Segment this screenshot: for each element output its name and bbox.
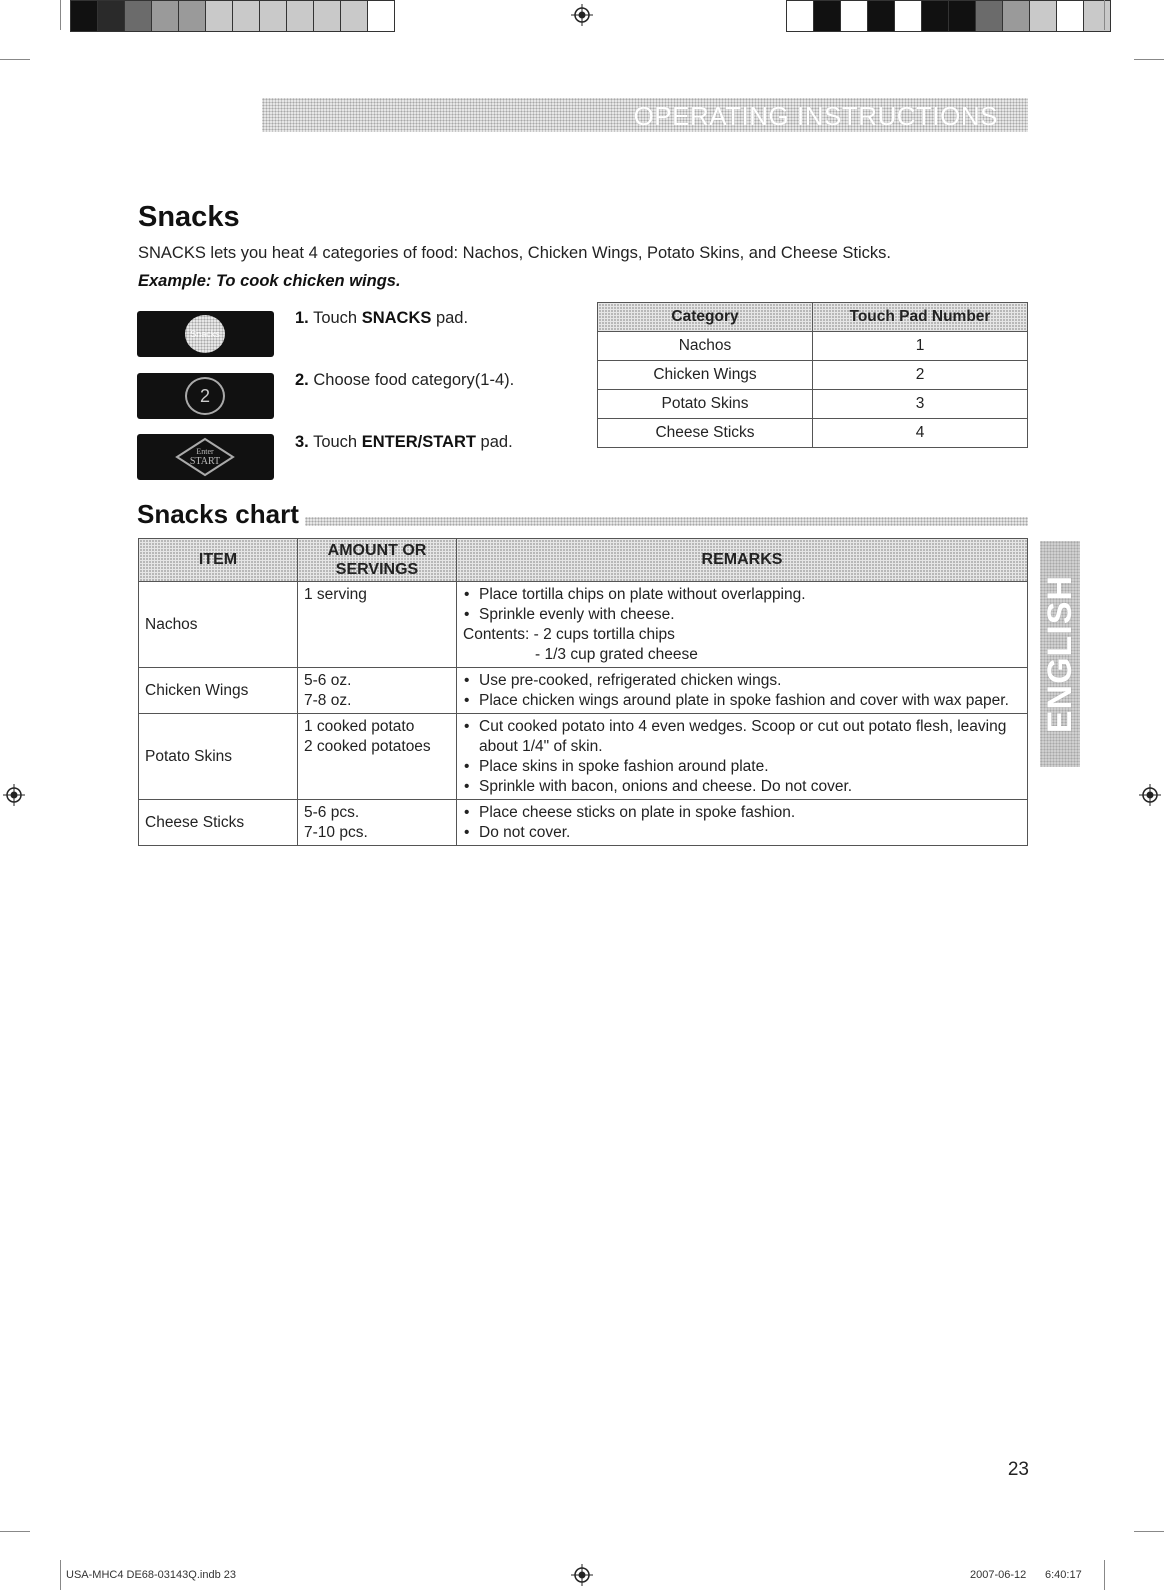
amount-cell [298, 800, 457, 846]
registration-target-icon [571, 4, 593, 26]
crop-mark [0, 59, 30, 60]
registration-target-icon [1139, 784, 1161, 806]
remark-item: • Do not cover. [463, 823, 1021, 843]
table-row [139, 714, 1028, 800]
step-keyword: SNACKS [361, 309, 432, 327]
column-header-touch-pad-number: Touch Pad Number [813, 303, 1028, 332]
snacks-button-label: Snacks [190, 329, 220, 339]
crop-mark [1104, 1560, 1105, 1590]
amount-cell [298, 668, 457, 714]
column-header-category: Category [598, 303, 813, 332]
remark-item: • Place chicken wings around plate in spoke fashion and cover with wax paper. [463, 691, 1021, 711]
color-registration-strip-left [70, 0, 395, 32]
contents-line: Contents: - 2 cups tortilla chips [463, 626, 675, 643]
step-number: 2. [295, 371, 309, 389]
table-row [139, 582, 1028, 668]
chart-title-rule [305, 517, 1028, 526]
item-cell: Cheese Sticks [139, 800, 298, 846]
number-pad-image [137, 373, 274, 419]
step-text-end: pad. [475, 433, 513, 451]
registration-target-icon [3, 784, 25, 806]
remark-item: • Sprinkle evenly with cheese. [463, 605, 1021, 625]
item-cell: Nachos [139, 582, 298, 668]
page-title: Snacks [138, 201, 240, 233]
category-cell: Cheese Sticks [598, 419, 813, 448]
table-row [598, 361, 1028, 390]
category-cell: Potato Skins [598, 390, 813, 419]
step-text: Touch [313, 309, 362, 327]
amount-line: 5-6 pcs. [304, 804, 360, 821]
step-number: 1. [295, 309, 309, 327]
contents-sub-line: - 1/3 cup grated cheese [535, 646, 698, 663]
amount-header-text: AMOUNT OR SERVINGS [327, 542, 427, 578]
step-keyword: ENTER/START [361, 433, 476, 451]
amount-line: 5-6 oz. [304, 672, 352, 689]
chart-title: Snacks chart [137, 499, 299, 529]
amount-line: 7-10 pcs. [304, 824, 368, 841]
step-text: Touch [313, 433, 362, 451]
remarks-cell [457, 582, 1028, 668]
category-cell: Chicken Wings [598, 361, 813, 390]
color-registration-strip-right [786, 0, 1111, 32]
amount-cell [298, 714, 457, 800]
amount-cell [298, 582, 457, 668]
snacks-button-icon [185, 315, 225, 353]
banner-title: OPERATING INSTRUCTIONS [633, 101, 998, 131]
enter-label: Enter [196, 447, 214, 456]
chart-header-row [139, 539, 1028, 582]
amount-line: 2 cooked potatoes [304, 738, 431, 755]
snacks-pad-image [137, 311, 274, 357]
table-row [598, 332, 1028, 361]
language-side-tab [1040, 541, 1080, 767]
snacks-chart-table [138, 538, 1028, 846]
pad-number-cell: 3 [813, 390, 1028, 419]
start-label: START [189, 456, 221, 467]
pad-number-cell: 2 [813, 361, 1028, 390]
crop-mark [60, 1560, 61, 1590]
amount-line: 7-8 oz. [304, 692, 352, 709]
pad-number-cell: 1 [813, 332, 1028, 361]
number-two-button-icon [185, 377, 225, 415]
crop-mark [1134, 59, 1164, 60]
crop-mark [1104, 0, 1105, 30]
remark-item: • Sprinkle with bacon, onions and cheese. Do not cover. [463, 777, 1021, 797]
step-text-end: pad. [431, 309, 469, 327]
remarks-cell [457, 668, 1028, 714]
intro-text: SNACKS lets you heat 4 categories of food: Nachos, Chicken Wings, Potato Skins, and Cheese Sticks. [138, 244, 891, 262]
remark-item: • Place skins in spoke fashion around plate. [463, 757, 1021, 777]
remarks-cell [457, 800, 1028, 846]
registration-target-icon [571, 1564, 593, 1586]
step-2 [295, 371, 514, 390]
enter-start-button-icon [175, 437, 235, 477]
table-row [139, 800, 1028, 846]
step-text: Choose food category(1-4). [313, 371, 515, 389]
crop-mark [60, 0, 61, 30]
category-table-header [598, 303, 1028, 332]
remark-item: • Place tortilla chips on plate without overlapping. [463, 585, 1021, 605]
step-1 [295, 309, 468, 328]
category-cell: Nachos [598, 332, 813, 361]
amount-line: 1 serving [304, 586, 367, 603]
remark-item: • Cut cooked potato into 4 even wedges. Scoop or cut out potato flesh, leaving about 1/4" of skin. [463, 717, 1021, 757]
footer-date: 2007-06-12 [970, 1569, 1027, 1581]
step-3 [295, 433, 513, 452]
table-row [598, 419, 1028, 448]
crop-mark [1134, 1531, 1164, 1532]
remark-item: • Place cheese sticks on plate in spoke fashion. [463, 803, 1021, 823]
remark-item: • Use pre-cooked, refrigerated chicken wings. [463, 671, 1021, 691]
enter-start-pad-image [137, 434, 274, 480]
column-header-item: ITEM [139, 539, 298, 582]
step-number: 3. [295, 433, 309, 451]
category-table [597, 302, 1028, 448]
number-button-label: 2 [199, 385, 210, 406]
column-header-remarks: REMARKS [457, 539, 1028, 582]
example-text: Example: To cook chicken wings. [138, 272, 401, 290]
crop-mark [0, 1531, 30, 1532]
remarks-cell [457, 714, 1028, 800]
footer-time: 6:40:17 [1045, 1569, 1082, 1581]
pad-number-cell: 4 [813, 419, 1028, 448]
item-cell: Potato Skins [139, 714, 298, 800]
section-banner [262, 98, 1028, 132]
language-tab-label: ENGLISH [1040, 574, 1079, 734]
table-row [139, 668, 1028, 714]
column-header-amount [298, 539, 457, 582]
item-cell: Chicken Wings [139, 668, 298, 714]
page-number: 23 [1007, 1459, 1029, 1480]
table-row [598, 390, 1028, 419]
footer-file-name: USA-MHC4 DE68-03143Q.indb 23 [66, 1569, 236, 1581]
amount-line: 1 cooked potato [304, 718, 415, 735]
